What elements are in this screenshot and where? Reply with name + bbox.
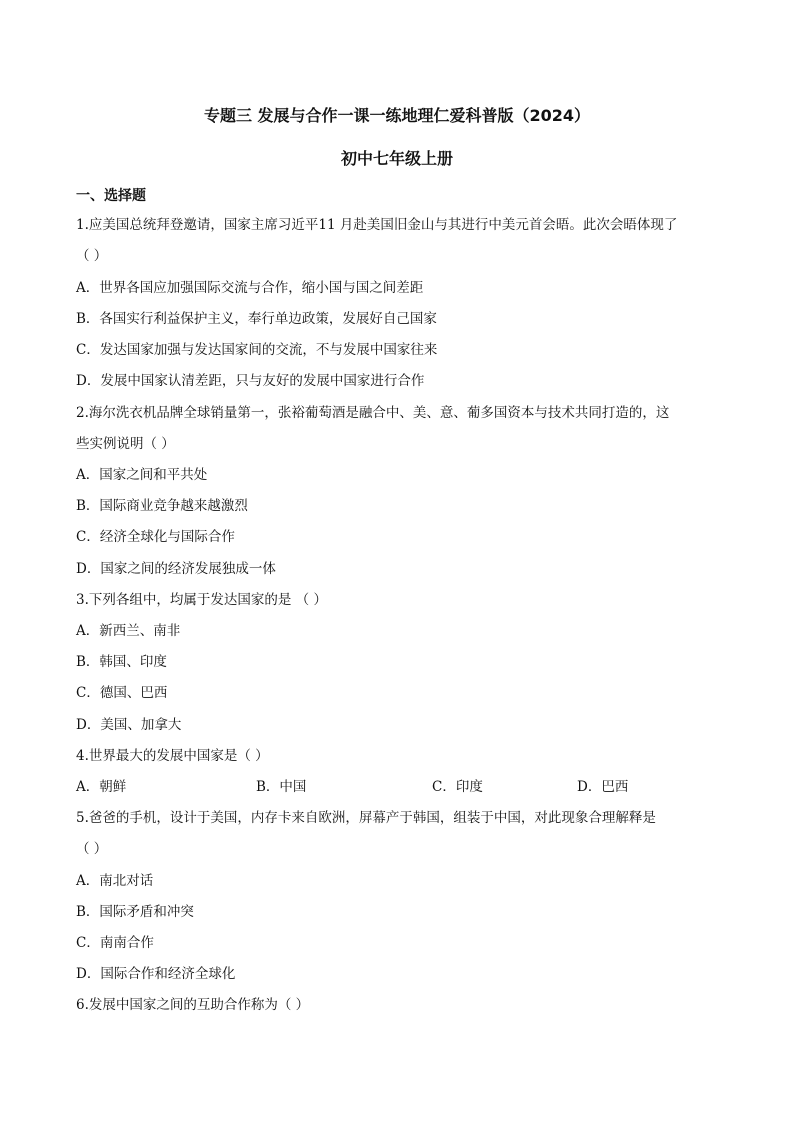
question-3-option-c: C．德国、巴西 bbox=[76, 685, 168, 701]
question-4-option-c: C．印度 bbox=[432, 779, 483, 795]
question-5-option-b: B．国际矛盾和冲突 bbox=[76, 904, 194, 920]
question-6-stem: 6.发展中国家之间的互助合作称为（ ） bbox=[76, 997, 310, 1013]
question-1-stem-line-1: 1.应美国总统拜登邀请，国家主席习近平11 月赴美国旧金山与其进行中美元首会晤。此次会晤体现了 bbox=[76, 217, 678, 233]
question-5-option-d: D．国际合作和经济全球化 bbox=[76, 966, 236, 982]
question-1-option-a: A．世界各国应加强国际交流与合作，缩小国与国之间差距 bbox=[76, 280, 424, 296]
question-5-stem-line-1: 5.爸爸的手机，设计于美国，内存卡来自欧洲，屏幕产于韩国，组装于中国，对此现象合理解释是 bbox=[76, 810, 656, 826]
question-4-option-d: D．巴西 bbox=[577, 779, 629, 795]
question-5-option-a: A．南北对话 bbox=[76, 873, 154, 889]
question-5-stem-line-2: （ ） bbox=[76, 841, 108, 857]
question-2-option-d: D．国家之间的经济发展独成一体 bbox=[76, 561, 276, 577]
document-subtitle: 初中七年级上册 bbox=[340, 149, 453, 168]
question-3-option-a: A．新西兰、南非 bbox=[76, 623, 181, 639]
question-5-option-c: C．南南合作 bbox=[76, 935, 154, 951]
question-3-option-d: D．美国、加拿大 bbox=[76, 717, 182, 733]
question-2-option-a: A．国家之间和平共处 bbox=[76, 467, 208, 483]
question-1-stem-line-2: （ ） bbox=[76, 248, 108, 264]
question-1-option-d: D．发展中国家认清差距，只与友好的发展中国家进行合作 bbox=[76, 373, 425, 389]
question-4-option-b: B．中国 bbox=[256, 779, 307, 795]
question-4-stem: 4.世界最大的发展中国家是（ ） bbox=[76, 748, 269, 764]
question-2-option-b: B．国际商业竞争越来越激烈 bbox=[76, 498, 248, 514]
question-4-option-a: A．朝鲜 bbox=[76, 779, 127, 795]
question-2-stem-line-1: 2.海尔洗衣机品牌全球销量第一，张裕葡萄酒是融合中、美、意、葡多国资本与技术共同打造的，这 bbox=[76, 405, 670, 421]
question-3-option-b: B．韩国、印度 bbox=[76, 654, 167, 670]
section-heading: 一、选择题 bbox=[76, 188, 146, 204]
question-1-option-c: C．发达国家加强与发达国家间的交流，不与发展中国家往来 bbox=[76, 342, 438, 358]
document-title: 专题三 发展与合作一课一练地理仁爱科普版（2024） bbox=[203, 106, 591, 125]
question-2-stem-line-2: 些实例说明（ ） bbox=[76, 436, 175, 452]
question-2-option-c: C．经济全球化与国际合作 bbox=[76, 529, 235, 545]
question-1-option-b: B．各国实行利益保护主义，奉行单边政策，发展好自己国家 bbox=[76, 311, 437, 327]
question-3-stem: 3.下列各组中，均属于发达国家的是 （ ） bbox=[76, 592, 327, 608]
